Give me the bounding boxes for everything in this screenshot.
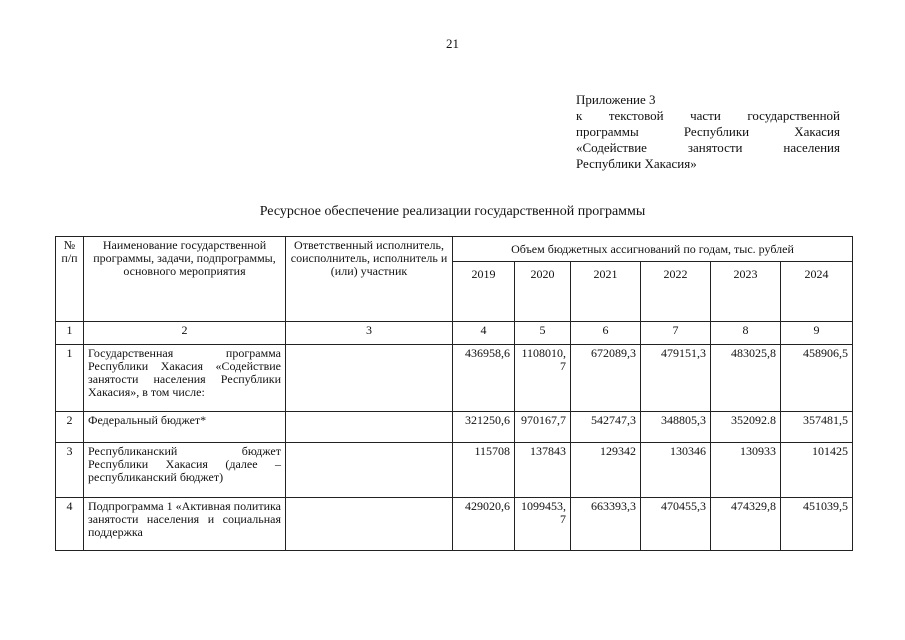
header-year: 2022 <box>641 262 711 322</box>
column-numbers-row <box>56 322 853 345</box>
row-num: 1 <box>56 345 84 412</box>
row-value: 470455,3 <box>641 498 711 551</box>
appendix-line-5: Республики Хакасия» <box>576 156 697 171</box>
row-name: Республиканский бюджет Республики Хакасия (далее – республиканский бюджет) <box>84 443 286 498</box>
header-volume: Объем бюджетных ассигнований по годам, тыс. рублей <box>453 237 853 262</box>
header-name: Наименование государственной программы, задачи, подпрограммы, основного мероприятия <box>84 237 286 322</box>
column-number: 2 <box>84 322 286 345</box>
appendix-line-3 <box>576 124 840 140</box>
column-number: 6 <box>571 322 641 345</box>
row-value: 474329,8 <box>711 498 781 551</box>
appendix-word: государственной <box>747 108 840 123</box>
row-value: 321250,6 <box>453 412 515 443</box>
row-value: 483025,8 <box>711 345 781 412</box>
row-executor <box>286 498 453 551</box>
header-year: 2020 <box>515 262 571 322</box>
appendix-word: «Содействие <box>576 140 647 155</box>
row-executor <box>286 412 453 443</box>
row-num: 2 <box>56 412 84 443</box>
row-value: 115708 <box>453 443 515 498</box>
column-number: 4 <box>453 322 515 345</box>
row-value: 458906,5 <box>781 345 853 412</box>
row-num: 4 <box>56 498 84 551</box>
row-value: 479151,3 <box>641 345 711 412</box>
resource-table <box>55 236 853 551</box>
appendix-word: программы <box>576 124 639 139</box>
table-row <box>56 412 853 443</box>
row-num: 3 <box>56 443 84 498</box>
row-executor <box>286 443 453 498</box>
row-value: 429020,6 <box>453 498 515 551</box>
column-number: 5 <box>515 322 571 345</box>
row-value: 1108010,7 <box>515 345 571 412</box>
table-row <box>56 345 853 412</box>
appendix-word: к <box>576 108 583 123</box>
header-year: 2021 <box>571 262 641 322</box>
row-value: 970167,7 <box>515 412 571 443</box>
header-year: 2023 <box>711 262 781 322</box>
row-value: 348805,3 <box>641 412 711 443</box>
row-value: 130346 <box>641 443 711 498</box>
row-value: 451039,5 <box>781 498 853 551</box>
row-name: Государственная программа Республики Хакасия «Содействие занятости населения Республики Хакасия», в том числе: <box>84 345 286 412</box>
column-number: 8 <box>711 322 781 345</box>
column-number: 9 <box>781 322 853 345</box>
appendix-line-4 <box>576 140 840 156</box>
header-row <box>56 237 853 262</box>
row-value: 542747,3 <box>571 412 641 443</box>
row-value: 357481,5 <box>781 412 853 443</box>
column-number: 7 <box>641 322 711 345</box>
row-value: 352092.8 <box>711 412 781 443</box>
appendix-word: занятости <box>687 140 743 155</box>
appendix-word: части <box>690 108 721 123</box>
row-name: Подпрограмма 1 «Активная политика занятости населения и социальная поддержка <box>84 498 286 551</box>
row-value: 436958,6 <box>453 345 515 412</box>
appendix-word: текстовой <box>608 108 664 123</box>
row-value: 663393,3 <box>571 498 641 551</box>
header-executor: Ответственный исполнитель, соисполнитель, исполнитель и (или) участник <box>286 237 453 322</box>
header-num: № п/п <box>56 237 84 322</box>
row-value: 672089,3 <box>571 345 641 412</box>
row-value: 129342 <box>571 443 641 498</box>
appendix-line-2 <box>576 108 840 124</box>
table-row <box>56 498 853 551</box>
row-value: 1099453,7 <box>515 498 571 551</box>
document-title: Ресурсное обеспечение реализации государственной программы <box>259 204 646 219</box>
column-number: 3 <box>286 322 453 345</box>
page-number: 21 <box>446 36 459 51</box>
row-value: 130933 <box>711 443 781 498</box>
appendix-word: населения <box>783 140 840 155</box>
header-year: 2024 <box>781 262 853 322</box>
row-name: Федеральный бюджет* <box>84 412 286 443</box>
appendix-line-1: Приложение 3 <box>576 92 656 107</box>
appendix-word: Хакасия <box>794 124 840 139</box>
table-row <box>56 443 853 498</box>
header-year: 2019 <box>453 262 515 322</box>
appendix-block <box>576 92 840 172</box>
appendix-word: Республики <box>683 124 750 139</box>
row-value: 101425 <box>781 443 853 498</box>
row-executor <box>286 345 453 412</box>
column-number: 1 <box>56 322 84 345</box>
row-value: 137843 <box>515 443 571 498</box>
